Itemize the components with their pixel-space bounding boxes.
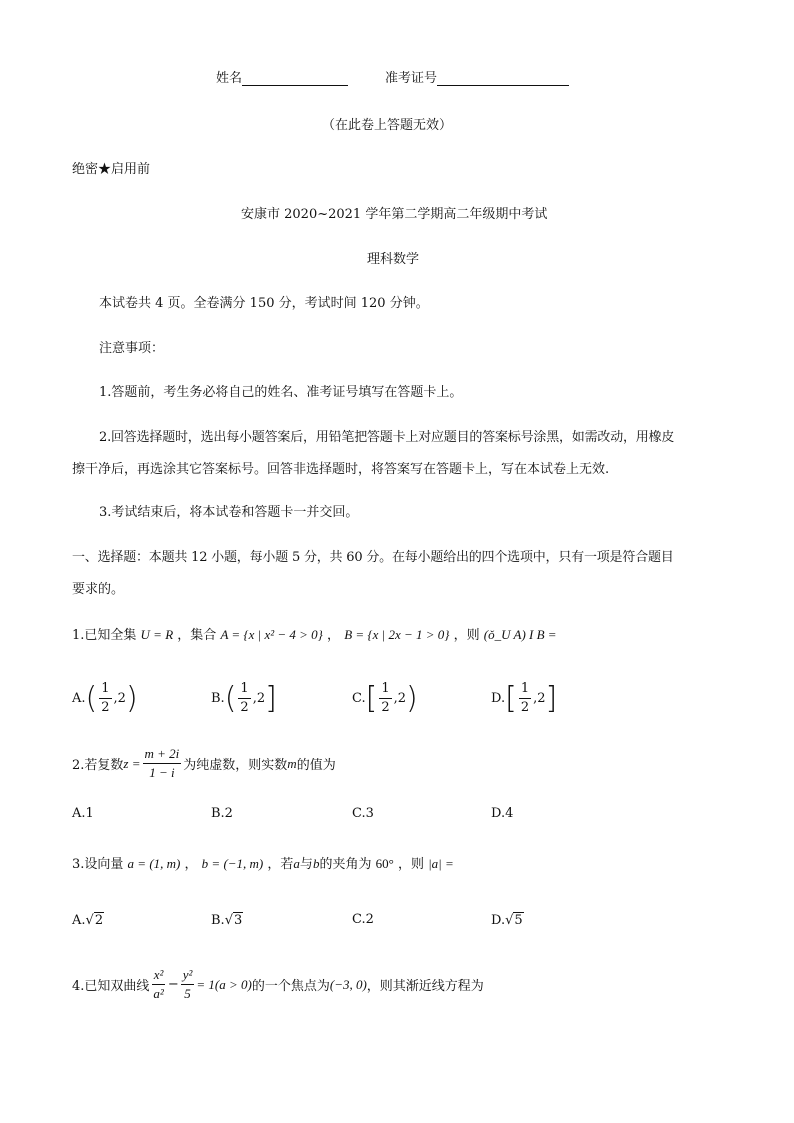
q1-sep-3: ，则 bbox=[453, 628, 480, 643]
q2-variable-m: m bbox=[287, 755, 297, 771]
question-4 bbox=[72, 966, 484, 1003]
note-1: 1.答题前，考生务必将自己的姓名、准考证号填写在答题卡上。 bbox=[99, 385, 463, 400]
q4-fraction-x bbox=[151, 966, 165, 1003]
q1-option-d-fraction bbox=[519, 680, 531, 717]
name-field bbox=[216, 67, 348, 86]
q1-option-b[interactable] bbox=[211, 680, 277, 717]
q2-prefix: 2.若复数 bbox=[72, 758, 124, 773]
q3-option-d-label: D. bbox=[491, 912, 506, 928]
q3-option-c-label: C.2 bbox=[352, 912, 374, 927]
q1-option-c-label: C. bbox=[352, 691, 366, 706]
q1-option-a[interactable] bbox=[72, 680, 138, 717]
q4-suffix: ，则其渐近线方程为 bbox=[366, 979, 484, 994]
q1-option-c-rest: ,2 bbox=[393, 691, 407, 706]
q1-option-d-num: 1 bbox=[519, 680, 531, 699]
section-1-line-2: 要求的。 bbox=[72, 582, 125, 597]
sqrt-icon: √ 2 bbox=[85, 913, 104, 928]
q1-option-d-rest: ,2 bbox=[533, 691, 546, 706]
q3-option-b[interactable] bbox=[211, 912, 243, 928]
q3-magnitude: |a| = bbox=[428, 856, 454, 871]
q3-sep: ， bbox=[184, 857, 198, 872]
q4-fraction-x-num: x² bbox=[152, 966, 166, 985]
q1-sep-1: ，集合 bbox=[177, 628, 217, 643]
q1-option-d-label: D. bbox=[491, 691, 506, 706]
q1-option-c[interactable] bbox=[352, 680, 418, 717]
q2-option-a[interactable]: A.1 bbox=[72, 806, 94, 821]
q3-tail: ，则 bbox=[397, 857, 424, 872]
sqrt-icon: √ 5 bbox=[505, 913, 523, 928]
exam-id-blank bbox=[437, 71, 569, 86]
q1-option-a-left-bracket: ( bbox=[85, 680, 98, 716]
q1-option-b-left-bracket: ( bbox=[224, 680, 237, 716]
q3-option-d[interactable] bbox=[491, 912, 524, 928]
exam-title: 安康市 2020~2021 学年第二学期高二年级期中考试 bbox=[241, 207, 548, 222]
q1-option-b-label: B. bbox=[211, 691, 225, 706]
q1-expression: (ǒ_U A) I B = bbox=[483, 627, 557, 642]
q4-fraction-y bbox=[181, 966, 195, 1003]
secret-mark: 绝密★启用前 bbox=[72, 162, 151, 177]
q1-option-b-fraction bbox=[238, 680, 250, 717]
q3-option-b-label: B. bbox=[211, 912, 225, 928]
q2-fraction bbox=[143, 745, 182, 782]
q1-set-b: B = {x | 2x − 1 > 0} bbox=[344, 627, 450, 642]
q1-set-a: A = {x | x² − 4 > 0} bbox=[220, 627, 323, 642]
q4-mid: 的一个焦点为 bbox=[251, 979, 330, 994]
q1-option-b-num: 1 bbox=[238, 680, 250, 699]
q3-option-a-radicand: 2 bbox=[94, 913, 104, 928]
q3-with: 与 bbox=[299, 857, 313, 872]
q4-fraction-x-den: a² bbox=[153, 986, 164, 1001]
name-label: 姓名 bbox=[216, 71, 243, 86]
q3-angle: 60° bbox=[375, 856, 394, 871]
note-2-line-2: 擦干净后，再选涂其它答案标号。回答非选择题时，将答案写在答题卡上，写在本试卷上无效. bbox=[72, 462, 610, 477]
question-1 bbox=[72, 624, 557, 643]
exam-id-label: 准考证号 bbox=[385, 71, 438, 86]
q1-prefix: 1.已知全集 bbox=[72, 628, 137, 643]
q1-option-a-num: 1 bbox=[99, 680, 111, 699]
q2-numerator: m + 2i bbox=[143, 745, 182, 764]
q3-vector-a: a = (1, m) bbox=[127, 856, 181, 871]
q3-option-a[interactable] bbox=[72, 912, 104, 928]
q1-option-a-rest: ,2 bbox=[113, 691, 126, 706]
q1-universal-set: U = R bbox=[140, 627, 174, 642]
q4-focus-point: (−3, 0) bbox=[329, 976, 367, 992]
section-1-line-1: 一、选择题：本题共 12 小题，每小题 5 分，共 60 分。在每小题给出的四个选项中，只有一项是符合题目 bbox=[72, 550, 674, 565]
q1-option-c-num: 1 bbox=[379, 680, 391, 699]
q1-option-c-right-bracket: ) bbox=[406, 680, 418, 716]
q4-equation-rest: = 1(a > 0) bbox=[196, 976, 252, 992]
note-3: 3.考试结束后，将本试卷和答题卡一并交回。 bbox=[99, 505, 359, 520]
q2-option-d[interactable]: D.4 bbox=[491, 806, 514, 821]
exam-subject: 理科数学 bbox=[367, 252, 420, 267]
q4-prefix: 4.已知双曲线 bbox=[72, 979, 150, 994]
q2-suffix: 为纯虚数，则实数 bbox=[183, 758, 288, 773]
q1-option-d-left-bracket: [ bbox=[505, 680, 517, 716]
q2-option-b[interactable]: B.2 bbox=[211, 806, 233, 821]
exam-intro: 本试卷共 4 页。全卷满分 150 分，考试时间 120 分钟。 bbox=[99, 296, 429, 311]
q1-option-b-rest: ,2 bbox=[252, 691, 266, 706]
q4-fraction-y-num: y² bbox=[181, 966, 195, 985]
question-2 bbox=[72, 745, 336, 782]
q1-option-c-left-bracket: [ bbox=[365, 680, 378, 716]
q1-option-a-label: A. bbox=[72, 691, 86, 706]
q2-option-c[interactable]: C.3 bbox=[352, 806, 374, 821]
q1-option-c-den: 2 bbox=[381, 700, 390, 715]
q1-option-a-right-bracket: ) bbox=[125, 680, 138, 716]
q3-option-a-label: A. bbox=[72, 912, 86, 928]
q1-sep-2: ， bbox=[327, 628, 341, 643]
q4-fraction-y-den: 5 bbox=[184, 986, 191, 1001]
notice-text: （在此卷上答题无效） bbox=[322, 118, 453, 133]
q3-prefix: 3.设向量 bbox=[72, 857, 124, 872]
q1-option-a-den: 2 bbox=[101, 700, 110, 715]
q1-option-d-right-bracket: ] bbox=[545, 680, 558, 716]
q3-mid-1: ，若 bbox=[267, 857, 294, 872]
q3-vector-b: b = (−1, m) bbox=[201, 856, 264, 871]
question-3 bbox=[72, 853, 454, 872]
q1-option-a-fraction bbox=[99, 680, 111, 717]
sqrt-icon: √ 3 bbox=[224, 913, 243, 928]
q2-z: z = bbox=[123, 755, 141, 771]
q1-option-c-fraction bbox=[379, 680, 391, 717]
q3-option-d-radicand: 5 bbox=[514, 913, 523, 928]
q1-option-b-right-bracket: ] bbox=[265, 680, 277, 716]
q2-denominator: 1 − i bbox=[149, 765, 175, 780]
q3-b-ref: b bbox=[312, 856, 320, 871]
name-blank bbox=[242, 71, 348, 86]
q3-mid-2: 的夹角为 bbox=[319, 857, 372, 872]
q3-option-c[interactable] bbox=[352, 912, 374, 927]
q3-option-b-radicand: 3 bbox=[233, 913, 243, 928]
q1-option-d-den: 2 bbox=[520, 700, 530, 715]
q1-option-d[interactable] bbox=[491, 680, 557, 717]
note-2-line-1: 2.回答选择题时，选出每小题答案后，用铅笔把答题卡上对应题目的答案标号涂黑，如需改动，用橡皮 bbox=[99, 430, 675, 445]
q2-suffix-2: 的值为 bbox=[296, 758, 336, 773]
q4-minus: − bbox=[167, 977, 179, 992]
q1-option-b-den: 2 bbox=[240, 700, 249, 715]
exam-id-field bbox=[385, 67, 569, 86]
notes-title: 注意事项： bbox=[99, 341, 165, 356]
q3-a-ref: a bbox=[293, 856, 300, 871]
